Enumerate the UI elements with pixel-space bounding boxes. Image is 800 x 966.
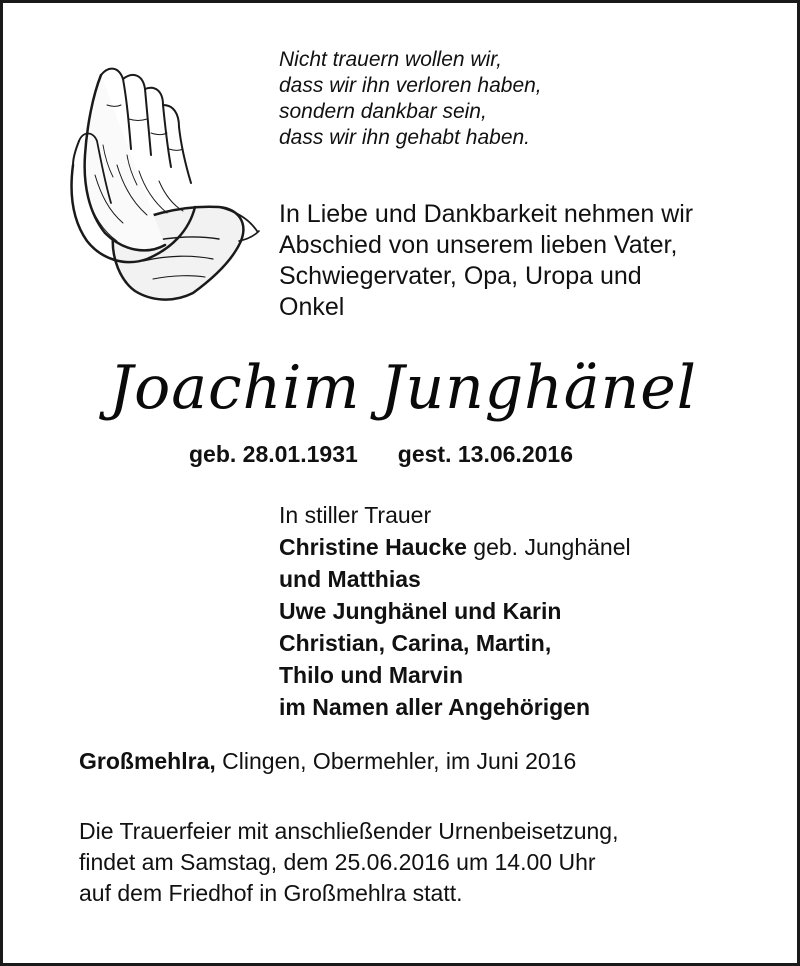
farewell-line: Abschied von unserem lieben Vater, bbox=[279, 231, 678, 259]
ceremony-info bbox=[79, 816, 619, 909]
ceremony-line: auf dem Friedhof in Großmehlra statt. bbox=[79, 880, 463, 906]
mourners-intro: In stiller Trauer bbox=[279, 502, 432, 528]
farewell-line: In Liebe und Dankbarkeit nehmen wir bbox=[279, 200, 694, 228]
mourner-line bbox=[279, 531, 631, 563]
poem-line: dass wir ihn gehabt haben. bbox=[279, 126, 531, 149]
place-name: Großmehlra, bbox=[79, 748, 216, 774]
mourners-list bbox=[279, 499, 631, 723]
mourner-line: Christian, Carina, Martin, bbox=[279, 630, 552, 656]
death-date: gest. 13.06.2016 bbox=[397, 441, 573, 467]
deceased-name: Joachim Junghänel bbox=[109, 353, 697, 423]
birth-date: geb. 28.01.1931 bbox=[189, 441, 358, 467]
praying-hands-icon bbox=[43, 45, 261, 307]
poem-line: dass wir ihn verloren haben, bbox=[279, 74, 542, 97]
mourner-line: im Namen aller Angehörigen bbox=[279, 694, 590, 720]
farewell-text bbox=[279, 199, 693, 323]
life-dates bbox=[189, 441, 573, 468]
place-and-date bbox=[79, 748, 576, 775]
ceremony-line: Die Trauerfeier mit anschließender Urnenbeisetzung, bbox=[79, 818, 619, 844]
poem-line: sondern dankbar sein, bbox=[279, 100, 487, 123]
farewell-line: Onkel bbox=[279, 293, 345, 321]
ceremony-line: findet am Samstag, dem 25.06.2016 um 14.00 Uhr bbox=[79, 849, 596, 875]
mourner-line: Thilo und Marvin bbox=[279, 662, 463, 688]
mourner-line: Uwe Junghänel und Karin bbox=[279, 598, 562, 624]
mourner-line: und Matthias bbox=[279, 566, 421, 592]
mourner-name: Christine Haucke bbox=[279, 534, 467, 560]
farewell-line: Schwiegervater, Opa, Uropa und bbox=[279, 262, 642, 290]
poem-line: Nicht trauern wollen wir, bbox=[279, 48, 502, 71]
poem bbox=[279, 47, 542, 151]
place-rest: Clingen, Obermehler, im Juni 2016 bbox=[215, 748, 577, 774]
mourner-note: geb. Junghänel bbox=[466, 534, 631, 560]
